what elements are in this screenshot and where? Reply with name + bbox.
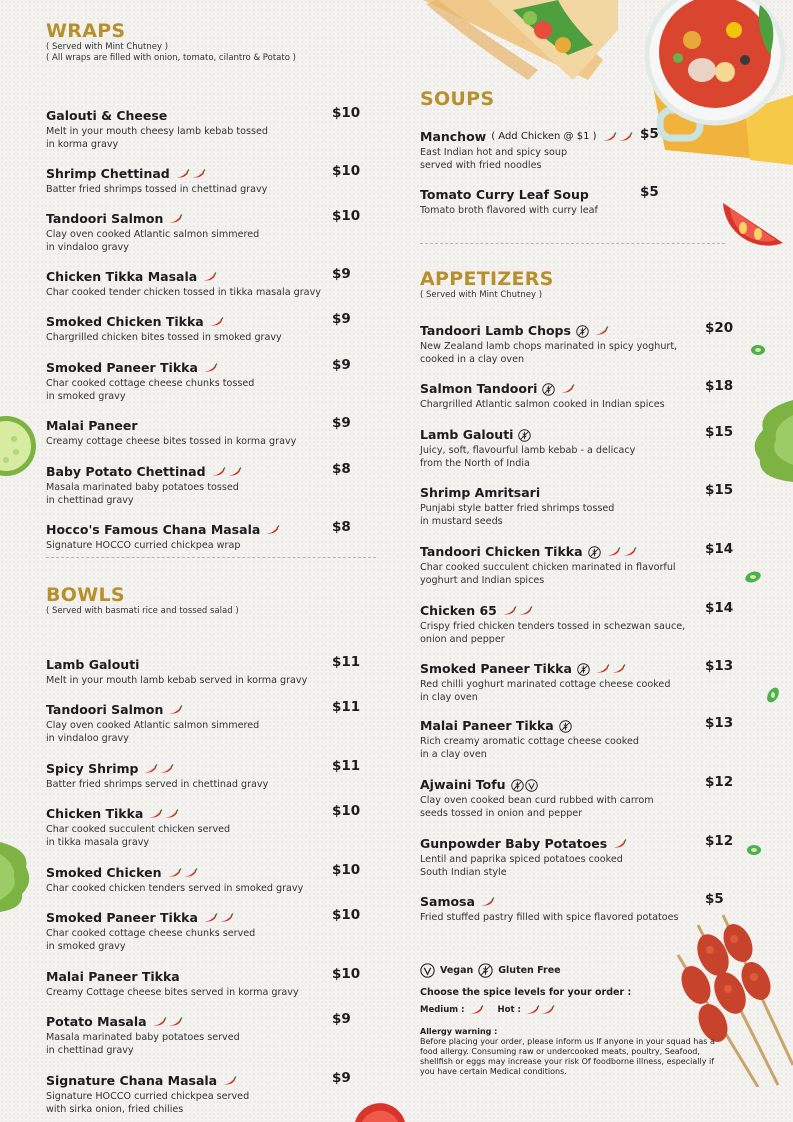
soups-title: SOUPS xyxy=(420,88,495,110)
gluten-free-label: Gluten Free xyxy=(498,965,561,976)
wraps-note: ( Served with Mint Chutney ) xyxy=(46,42,169,52)
chili-icon xyxy=(167,868,182,878)
chili-icon xyxy=(525,1005,540,1015)
chili-icon xyxy=(618,132,633,142)
chili-icon xyxy=(227,467,242,477)
chili-icon xyxy=(203,913,218,923)
menu-item xyxy=(420,482,732,528)
item-name-text: Tandoori Chicken Tikka xyxy=(420,544,583,559)
bowls-section xyxy=(46,584,376,1115)
item-description: Melt in your mouth lamb kebab served in korma gravy xyxy=(46,675,308,686)
menu-item xyxy=(46,758,376,792)
item-name xyxy=(46,269,217,285)
item-price: $10 xyxy=(332,803,361,819)
item-name-text: Malai Paneer Tikka xyxy=(420,718,554,733)
menu-item xyxy=(46,461,376,507)
item-name xyxy=(46,211,183,227)
item-name xyxy=(46,464,242,480)
chili-icon xyxy=(518,606,533,616)
item-description: Creamy cottage cheese bites tossed in korma gravy xyxy=(46,436,297,447)
item-name xyxy=(46,657,139,673)
item-price: $9 xyxy=(332,415,351,431)
item-name xyxy=(420,603,533,619)
item-name xyxy=(420,485,540,501)
item-price: $15 xyxy=(705,424,734,440)
bowls-note: ( Served with basmati rice and tossed salad ) xyxy=(46,606,239,616)
menu-item xyxy=(420,891,732,925)
item-price: $5 xyxy=(640,126,659,142)
item-description: Melt in your mouth cheesy lamb kebab tossed in korma gravy xyxy=(46,126,269,150)
item-name xyxy=(46,360,218,376)
item-name-text: Tandoori Salmon xyxy=(46,211,164,226)
green-chili-slice-icon xyxy=(746,843,762,857)
menu-item xyxy=(420,715,732,761)
item-description: Lentil and paprika spiced potatoes cooked South Indian style xyxy=(420,854,623,878)
menu-item xyxy=(46,519,376,553)
item-name-text: Chicken Tikka Masala xyxy=(46,269,198,284)
chili-icon xyxy=(202,272,217,282)
item-description: Batter fried shrimps tossed in chettinad gravy xyxy=(46,184,268,195)
chili-icon xyxy=(612,839,627,849)
spice-prompt xyxy=(420,987,730,998)
item-name xyxy=(46,702,183,718)
chili-icon xyxy=(222,1076,237,1086)
menu-item xyxy=(420,600,732,646)
chili-icon xyxy=(469,1005,484,1015)
gluten-free-icon xyxy=(576,325,589,338)
item-price: $9 xyxy=(332,1011,351,1027)
gluten-free-icon xyxy=(511,779,524,792)
legend xyxy=(420,963,730,1077)
menu-item xyxy=(46,415,376,449)
item-name xyxy=(46,166,206,182)
item-name xyxy=(420,718,572,734)
item-name-text: Gunpowder Baby Potatoes xyxy=(420,836,608,851)
chili-icon xyxy=(209,317,224,327)
chili-icon xyxy=(602,132,617,142)
item-price: $10 xyxy=(332,208,361,224)
item-name xyxy=(46,910,234,926)
item-name-text: Ajwaini Tofu xyxy=(420,777,506,792)
chili-icon xyxy=(480,897,495,907)
appetizers-note: ( Served with Mint Chutney ) xyxy=(420,290,543,300)
menu-item xyxy=(420,320,732,366)
appetizers-title: APPETIZERS xyxy=(420,268,554,290)
menu-item xyxy=(46,1011,376,1057)
item-description: Char cooked succulent chicken marinated in flavorful yoghurt and Indian spices xyxy=(420,562,676,586)
menu-item xyxy=(46,163,376,197)
item-description: Char cooked cottage cheese chunks served in smoked gravy xyxy=(46,928,256,952)
lettuce-illustration xyxy=(0,842,34,912)
item-name-text: Baby Potato Chettinad xyxy=(46,464,206,479)
item-price: $8 xyxy=(332,519,351,535)
item-description: New Zealand lamb chops marinated in spicy yoghurt, cooked in a clay oven xyxy=(420,341,678,365)
menu-item xyxy=(46,699,376,745)
item-price: $10 xyxy=(332,163,361,179)
item-name xyxy=(46,761,174,777)
item-name-text: Tandoori Salmon xyxy=(46,702,164,717)
item-price: $13 xyxy=(705,658,734,674)
chili-icon xyxy=(152,1017,167,1027)
chili-icon xyxy=(159,764,174,774)
item-name-text: Tomato Curry Leaf Soup xyxy=(420,187,589,202)
menu-item xyxy=(46,654,376,688)
item-description: Tomato broth flavored with curry leaf xyxy=(420,205,598,216)
item-addon: ( Add Chicken @ $1 ) xyxy=(491,131,597,142)
menu-item xyxy=(420,184,732,218)
chili-icon xyxy=(168,214,183,224)
item-name-text: Chicken 65 xyxy=(420,603,497,618)
item-description: Fried stuffed pastry filled with spice flavored potatoes xyxy=(420,912,679,923)
chili-icon xyxy=(622,547,637,557)
menu-item xyxy=(420,833,732,879)
item-price: $11 xyxy=(332,654,361,670)
green-chili-slice-icon xyxy=(765,686,781,704)
chili-icon xyxy=(594,326,609,336)
item-description: Clay oven cooked Atlantic salmon simmered in vindaloo gravy xyxy=(46,229,260,253)
allergy-text: Before placing your order, please inform us If anyone in your squad has a food allergy. Consuming raw or undercooked meats, poultry, Seafood, shellfish or eggs may increase your risk Of foodborne illness, especially if you have certain Medical conditions. xyxy=(420,1037,715,1076)
chili-icon xyxy=(611,664,626,674)
vegan-icon xyxy=(525,779,538,792)
item-price: $13 xyxy=(705,715,734,731)
cucumber-slice-illustration xyxy=(0,414,40,478)
gluten-free-icon xyxy=(559,720,572,733)
item-description: Chargrilled Atlantic salmon cooked in Indian spices xyxy=(420,399,665,410)
item-name-text: Smoked Chicken xyxy=(46,865,162,880)
item-name-text: Smoked Paneer Tikka xyxy=(420,661,572,676)
item-name xyxy=(420,129,633,145)
item-name xyxy=(420,894,495,910)
item-price: $5 xyxy=(705,891,724,907)
wraps-note: ( All wraps are filled with onion, tomato, cilantro & Potato ) xyxy=(46,53,296,63)
diet-key xyxy=(420,963,730,978)
item-name-text: Spicy Shrimp xyxy=(46,761,139,776)
item-price: $10 xyxy=(332,966,361,982)
menu-item xyxy=(46,208,376,254)
item-price: $10 xyxy=(332,862,361,878)
item-description: Char cooked cottage cheese chunks tossed in smoked gravy xyxy=(46,378,255,402)
item-price: $12 xyxy=(705,833,734,849)
menu-item xyxy=(420,658,732,704)
wrap-illustration xyxy=(418,0,618,98)
item-name xyxy=(420,661,626,677)
menu-item xyxy=(46,803,376,849)
item-name-text: Lamb Galouti xyxy=(420,427,514,442)
item-price: $8 xyxy=(332,461,351,477)
item-price: $5 xyxy=(640,184,659,200)
item-name xyxy=(46,865,198,881)
item-description: Clay oven cooked bean curd rubbed with carrom seeds tossed in onion and pepper xyxy=(420,795,654,819)
chili-icon xyxy=(595,664,610,674)
chili-icon xyxy=(560,384,575,394)
gluten-free-icon xyxy=(577,663,590,676)
item-price: $9 xyxy=(332,311,351,327)
vegan-icon xyxy=(420,963,435,978)
item-description: Char cooked chicken tenders served in smoked gravy xyxy=(46,883,304,894)
menu-item xyxy=(46,1070,376,1116)
item-name-text: Salmon Tandoori xyxy=(420,381,538,396)
item-name-text: Smoked Paneer Tikka xyxy=(46,910,198,925)
chili-icon xyxy=(525,1005,555,1015)
item-name xyxy=(420,544,637,560)
right-column xyxy=(420,88,734,923)
item-name-text: Lamb Galouti xyxy=(46,657,140,672)
chili-icon xyxy=(606,547,621,557)
item-name-text: Tandoori Lamb Chops xyxy=(420,323,571,338)
item-description: Rich creamy aromatic cottage cheese cooked in a clay oven xyxy=(420,736,639,760)
item-price: $10 xyxy=(332,105,361,121)
chili-icon xyxy=(540,1005,555,1015)
item-description: Creamy Cottage cheese bites served in korma gravy xyxy=(46,987,299,998)
allergy-warning xyxy=(420,1027,730,1077)
menu-item xyxy=(46,862,376,896)
item-name xyxy=(46,418,138,434)
item-description: East Indian hot and spicy soup served with fried noodles xyxy=(420,147,568,171)
chili-icon xyxy=(183,868,198,878)
chili-icon xyxy=(164,809,179,819)
item-name xyxy=(46,108,167,124)
item-name xyxy=(420,777,538,793)
green-chili-slice-icon xyxy=(750,343,766,357)
item-description: Signature HOCCO curried chickpea served with sirka onion, fried chilies xyxy=(46,1091,250,1115)
item-name xyxy=(420,381,575,397)
item-description: Chargrilled chicken bites tossed in smoked gravy xyxy=(46,332,282,343)
item-description: Signature HOCCO curried chickpea wrap xyxy=(46,540,241,551)
lettuce-illustration xyxy=(748,400,793,482)
item-name xyxy=(46,1073,237,1089)
item-description: Char cooked tender chicken tossed in tikka masala gravy xyxy=(46,287,321,298)
chili-icon xyxy=(148,809,163,819)
item-description: Punjabi style batter fried shrimps tossed in mustard seeds xyxy=(420,503,615,527)
item-name-text: Chicken Tikka xyxy=(46,806,144,821)
item-price: $9 xyxy=(332,266,351,282)
item-name xyxy=(46,522,280,538)
section-divider xyxy=(46,557,376,558)
item-name xyxy=(46,969,180,985)
allergy-title: Allergy warning : xyxy=(420,1027,498,1036)
chili-icon xyxy=(502,606,517,616)
menu-item xyxy=(420,424,732,470)
chili-icon xyxy=(168,1017,183,1027)
menu-item xyxy=(420,774,732,820)
item-name-text: Malai Paneer Tikka xyxy=(46,969,180,984)
item-name-text: Potato Masala xyxy=(46,1014,147,1029)
item-price: $11 xyxy=(332,758,361,774)
menu-item xyxy=(46,357,376,403)
item-price: $14 xyxy=(705,600,734,616)
spice-key xyxy=(420,1005,730,1015)
item-name-text: Galouti & Cheese xyxy=(46,108,168,123)
chili-icon xyxy=(211,467,226,477)
item-name xyxy=(420,323,609,339)
item-name-text: Shrimp Amritsari xyxy=(420,485,541,500)
item-name-text: Malai Paneer xyxy=(46,418,138,433)
gluten-free-icon xyxy=(588,546,601,559)
item-price: $9 xyxy=(332,1070,351,1086)
menu-item xyxy=(46,311,376,345)
wraps-title: WRAPS xyxy=(46,20,126,42)
gluten-free-icon xyxy=(518,429,531,442)
menu-item xyxy=(46,966,376,1000)
item-description: Clay oven cooked Atlantic salmon simmered in vindaloo gravy xyxy=(46,720,260,744)
item-price: $11 xyxy=(332,699,361,715)
item-name-text: Smoked Chicken Tikka xyxy=(46,314,204,329)
gluten-free-icon xyxy=(478,963,493,978)
item-name-text: Signature Chana Masala xyxy=(46,1073,218,1088)
medium-label: Medium : xyxy=(420,1005,465,1015)
section-divider xyxy=(420,243,725,244)
wraps-section xyxy=(46,20,376,551)
menu-item xyxy=(46,105,376,151)
left-column xyxy=(46,20,376,1115)
chili-icon xyxy=(143,764,158,774)
bowls-title: BOWLS xyxy=(46,584,125,606)
item-name xyxy=(46,314,224,330)
chili-icon xyxy=(265,525,280,535)
item-price: $12 xyxy=(705,774,734,790)
spice-prompt-text: Choose the spice levels for your order : xyxy=(420,987,632,998)
menu-item xyxy=(420,541,732,587)
chili-icon xyxy=(168,705,183,715)
item-price: $20 xyxy=(705,320,734,336)
item-description: Char cooked succulent chicken served in tikka masala gravy xyxy=(46,824,231,848)
item-description: Batter fried shrimps served in chettinad gravy xyxy=(46,779,269,790)
item-price: $14 xyxy=(705,541,734,557)
menu-item xyxy=(420,126,732,172)
item-name xyxy=(46,806,179,822)
item-name xyxy=(420,427,531,443)
hot-label: Hot : xyxy=(497,1005,521,1015)
vegan-label: Vegan xyxy=(440,965,474,976)
item-description: Red chilli yoghurt marinated cottage cheese cooked in clay oven xyxy=(420,679,671,703)
item-price: $15 xyxy=(705,482,734,498)
item-name-text: Shrimp Chettinad xyxy=(46,166,170,181)
item-name xyxy=(420,836,627,852)
item-name-text: Samosa xyxy=(420,894,475,909)
item-name xyxy=(46,1014,183,1030)
item-name-text: Manchow xyxy=(420,129,487,144)
item-description: Crispy fried chicken tenders tossed in schezwan sauce, onion and pepper xyxy=(420,621,686,645)
menu-item xyxy=(46,266,376,300)
chili-icon xyxy=(191,169,206,179)
chili-icon xyxy=(203,363,218,373)
item-description: Masala marinated baby potatoes served in chettinad gravy xyxy=(46,1032,240,1056)
menu-item xyxy=(420,378,732,412)
item-price: $18 xyxy=(705,378,734,394)
item-name-text: Hocco's Famous Chana Masala xyxy=(46,522,261,537)
gluten-free-icon xyxy=(542,383,555,396)
chili-icon xyxy=(175,169,190,179)
item-description: Masala marinated baby potatoes tossed in chettinad gravy xyxy=(46,482,239,506)
chili-icon xyxy=(219,913,234,923)
item-name-text: Smoked Paneer Tikka xyxy=(46,360,198,375)
item-description: Juicy, soft, flavourful lamb kebab - a delicacy from the North of India xyxy=(420,445,636,469)
item-price: $10 xyxy=(332,907,361,923)
green-chili-slice-icon xyxy=(744,570,762,584)
item-name xyxy=(420,187,589,203)
item-price: $9 xyxy=(332,357,351,373)
chili-icon xyxy=(469,1005,484,1015)
menu-item xyxy=(46,907,376,953)
soups-section xyxy=(420,88,732,216)
appetizers-section xyxy=(420,268,734,923)
